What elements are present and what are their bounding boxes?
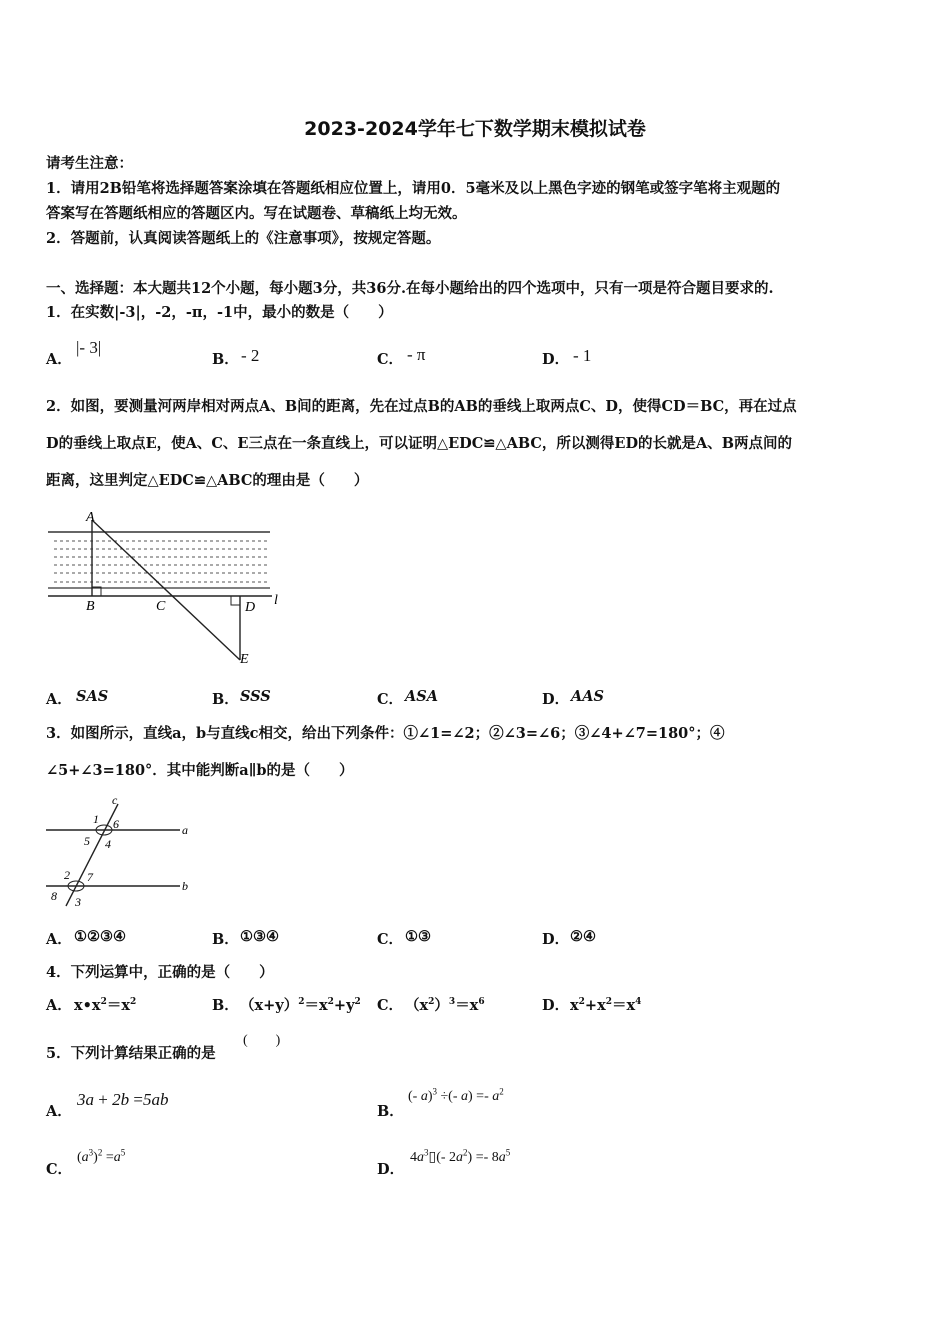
river-figure — [44, 506, 294, 676]
q5-stem: 5．下列计算结果正确的是 — [46, 1045, 216, 1062]
q4-option-c: $(x^2)^3=x^6$ — [405, 997, 485, 1014]
q5-label-a: A． — [46, 1103, 72, 1120]
q5-paren: ( ) — [243, 1033, 281, 1048]
q2-label-c: C． — [377, 691, 404, 708]
q2-line-1: 2．如图，要测量河两岸相对两点A、B间的距离，先在过点B的AB的垂线上取两点C、D，使得CD＝BC，再在过点 — [46, 398, 797, 415]
angle-4: 4 — [105, 837, 111, 851]
notice-line-1a: 1．请用2B铅笔将选择题答案涂填在答题纸相应位置上，请用0．5毫米及以上黑色字迹的钢笔或签字笔将主观题的 — [46, 180, 781, 197]
q2-label-a: A． — [46, 691, 72, 708]
q2-option-c: ASA — [405, 688, 438, 705]
label-B: B — [86, 599, 95, 614]
label-E: E — [240, 652, 249, 667]
q1-label-c: C． — [377, 351, 404, 368]
q4-label-a: A． — [46, 997, 72, 1014]
q2-line-2: D的垂线上取点E，使A、C、E三点在一条直线上，可以证明△EDC≌△ABC，所以测得ED的长就是A、B两点间的 — [46, 435, 793, 452]
q4-stem: 4．下列运算中，正确的是（ ） — [46, 964, 274, 981]
q3-label-c: C． — [377, 931, 404, 948]
q1-label-d: D． — [542, 351, 570, 368]
label-c: c — [112, 793, 118, 807]
label-a: a — [182, 823, 188, 837]
q4-option-b: $(x+y)^2=x^2+y^2$ — [240, 997, 361, 1014]
q1-option-a: |- 3| — [76, 338, 102, 357]
angle-5: 5 — [84, 834, 90, 848]
q5-option-d: $4a^3▯(-$ $2a^2) =- 8a^5$ — [410, 1147, 511, 1165]
q3-label-d: D． — [542, 931, 570, 948]
q2-label-b: B． — [212, 691, 239, 708]
parallel-lines-figure — [44, 790, 204, 915]
page-title: 2023-2024学年七下数学期末模拟试卷 — [304, 118, 646, 140]
angle-8: 8 — [51, 889, 57, 903]
q2-option-a: SAS — [76, 688, 109, 705]
q3-line-2: ∠5+∠3=180°．其中能判断a∥b的是（ ） — [46, 762, 354, 779]
q5-label-c: C． — [46, 1161, 73, 1178]
q4-option-d: $x^2+x^2=x^4$ — [570, 997, 642, 1014]
q3-line-1: 3．如图所示，直线a，b与直线c相交，给出下列条件：①∠1=∠2；②∠3=∠6；③∠4+∠7=180°；④ — [46, 725, 725, 742]
angle-3: 3 — [75, 895, 81, 909]
q3-label-b: B． — [212, 931, 239, 948]
q1-option-d: - 1 — [573, 346, 592, 365]
q1-label-b: B． — [212, 351, 239, 368]
q4-label-c: C． — [377, 997, 404, 1014]
q1-option-c: - π — [407, 345, 426, 364]
q3-option-c: ①③ — [405, 928, 431, 945]
q4-option-a: $x•x^2=x^2$ — [74, 997, 137, 1014]
label-C: C — [156, 599, 166, 614]
q5-option-a: 3a + 2b =5ab — [77, 1090, 169, 1109]
angle-1: 1 — [93, 812, 99, 826]
section-heading: 一、选择题：本大题共12个小题，每小题3分，共36分.在每小题给出的四个选项中，只有一项是符合题目要求的. — [46, 280, 774, 297]
label-D: D — [245, 600, 256, 615]
q2-label-d: D． — [542, 691, 570, 708]
q2-line-3: 距离，这里判定△EDC≌△ABC的理由是（ ） — [46, 472, 369, 489]
label-A: A — [86, 510, 95, 525]
notice-heading: 请考生注意： — [46, 155, 133, 172]
angle-7: 7 — [87, 870, 93, 884]
label-l: l — [274, 593, 278, 608]
angle-2: 2 — [64, 868, 70, 882]
q3-label-a: A． — [46, 931, 72, 948]
angle-6: 6 — [113, 817, 119, 831]
q2-option-d: AAS — [571, 688, 604, 705]
q5-option-b: (- a)$^3$ ÷(- $a) =- a^2$ — [408, 1086, 504, 1104]
q4-label-d: D． — [542, 997, 570, 1014]
q5-option-c: $(a^3)^2 =a^5$ — [77, 1147, 126, 1165]
q1-label-a: A． — [46, 351, 72, 368]
q3-option-b: ①③④ — [240, 928, 279, 945]
q5-label-b: B． — [377, 1103, 404, 1120]
q1-option-b: - 2 — [241, 346, 260, 365]
notice-line-1b: 答案写在答题纸相应的答题区内。写在试题卷、草稿纸上均无效。 — [46, 205, 467, 222]
q4-label-b: B． — [212, 997, 239, 1014]
notice-line-2: 2．答题前，认真阅读答题纸上的《注意事项》，按规定答题。 — [46, 230, 441, 247]
q3-option-d: ②④ — [570, 928, 596, 945]
q5-label-d: D． — [377, 1161, 405, 1178]
q2-option-b: SSS — [240, 688, 271, 705]
label-b: b — [182, 879, 188, 893]
q1-stem: 1．在实数|-3|，-2，-π，-1中，最小的数是（ ） — [46, 304, 393, 321]
q3-option-a: ①②③④ — [74, 928, 126, 945]
